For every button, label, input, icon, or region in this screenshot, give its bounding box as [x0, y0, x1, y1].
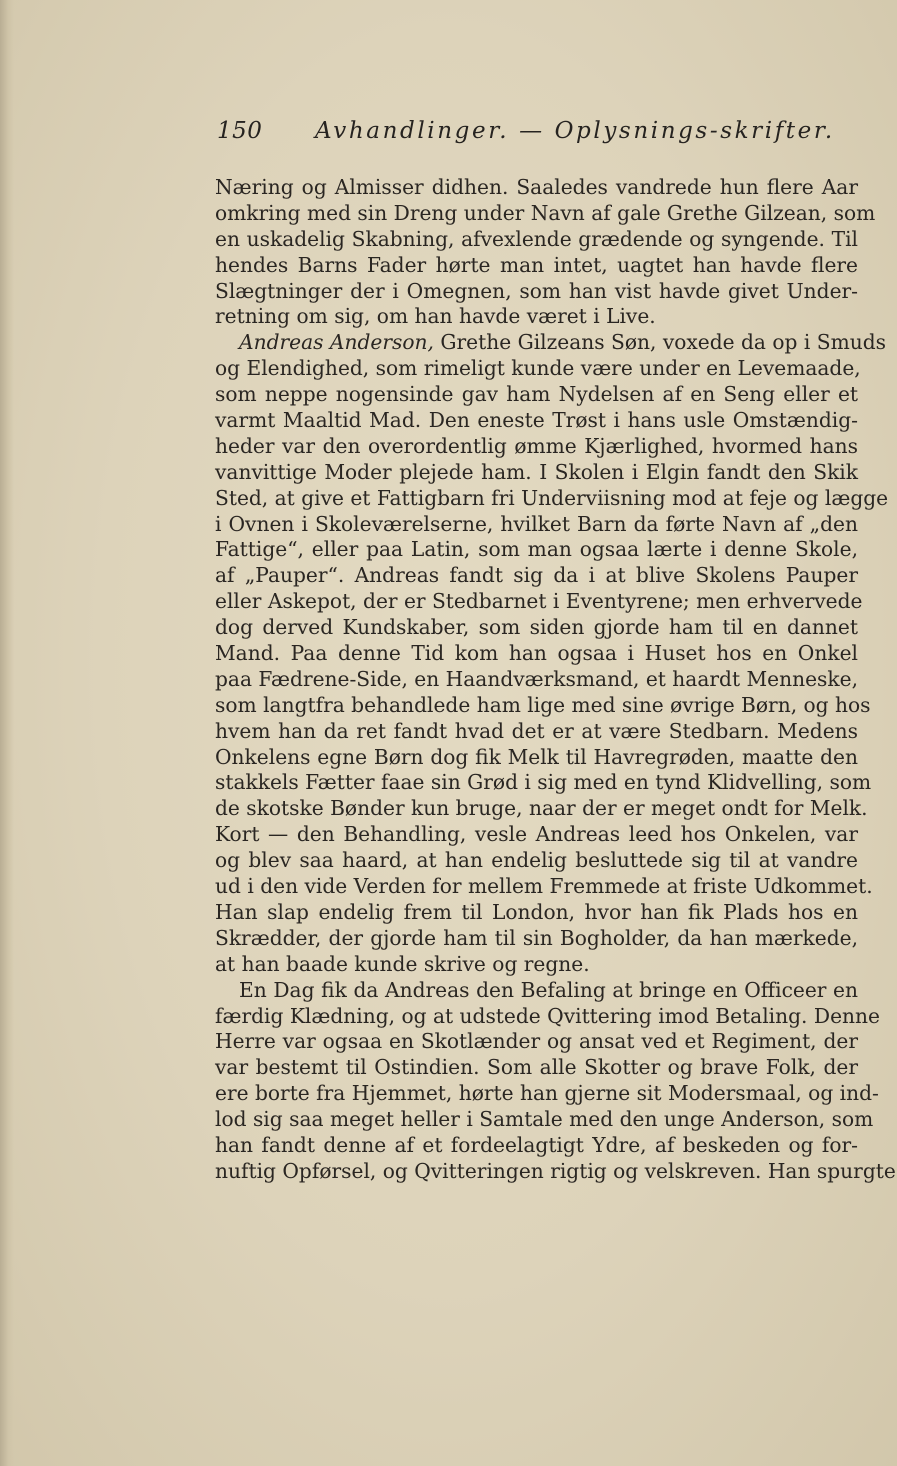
- text-line: Næring og Almisser didhen. Saaledes vandrede hun flere Aar: [215, 175, 858, 199]
- text-line: en uskadelig Skabning, afvexlende grædende og syngende. Til: [215, 226, 858, 251]
- text-line: at han baade kunde skrive og regne.: [215, 951, 590, 976]
- text-line: færdig Klædning, og at udstede Qvittering imod Betaling. Denne: [215, 1003, 880, 1028]
- text-line: som neppe nogensinde gav ham Nydelsen af en Seng eller et: [215, 382, 858, 407]
- text-line: paa Fædrene-Side, en Haandværksmand, et haardt Menneske,: [215, 666, 859, 691]
- text-line: Skrædder, der gjorde ham til sin Bogholder, da han mærkede,: [215, 925, 858, 950]
- text-line: af „Pauper“. Andreas fandt sig da i at blive Skolens Pauper: [215, 563, 858, 588]
- text-line: hvem han da ret fandt hvad det er at være Stedbarn. Medens: [215, 718, 858, 743]
- text-line: Onkelens egne Børn dog fik Melk til Havregrøden, maatte den: [215, 744, 858, 769]
- text-line: retning om sig, om han havde været i Live.: [215, 304, 656, 329]
- text-line: i Ovnen i Skoleværelserne, hvilket Barn da førte Navn af „den: [215, 511, 858, 536]
- text-line: Fattige“, eller paa Latin, som man ogsaa lærte i denne Skole,: [215, 537, 858, 562]
- text-line: og blev saa haard, at han endelig besluttede sig til at vandre: [215, 848, 858, 873]
- text-line: Kort — den Behandling, vesle Andreas leed hos Onkelen, var: [215, 822, 858, 847]
- text-line: Sted, at give et Fattigbarn fri Underviisning mod at feje og lægge: [215, 485, 889, 510]
- text-line: og Elendighed, som rimeligt kunde være under en Levemaade,: [215, 356, 861, 381]
- text-line: som langtfra behandlede ham lige med sine øvrige Børn, og hos: [215, 692, 871, 717]
- text-line: Andreas Anderson, Grethe Gilzeans Søn, voxede da op i Smuds: [239, 330, 887, 355]
- text-line: eller Askepot, der er Stedbarnet i Eventyrene; men erhvervede: [215, 589, 863, 614]
- text-line: vanvittige Moder plejede ham. I Skolen i Elgin fandt den Skik: [215, 459, 858, 484]
- name-italic: Andreas Anderson,: [239, 330, 434, 355]
- text-line: heder var den overordentlig ømme Kjærlighed, hvormed hans: [215, 433, 858, 458]
- text-line: hendes Barns Fader hørte man intet, uagtet han havde flere: [215, 252, 858, 277]
- text-line: stakkels Fætter faae sin Grød i sig med en tynd Klidvelling, som: [215, 770, 872, 795]
- text-line: var bestemt til Ostindien. Som alle Skotter og brave Folk, der: [215, 1055, 858, 1080]
- text-line: Mand. Paa denne Tid kom han ogsaa i Huset hos en Onkel: [215, 641, 858, 666]
- text-line: ere borte fra Hjemmet, hørte han gjerne sit Modersmaal, og ind-: [215, 1081, 879, 1106]
- text-line: En Dag fik da Andreas den Befaling at bringe en Officeer en: [239, 977, 858, 1002]
- text-line: han fandt denne af et fordeelagtigt Ydre, af beskeden og for-: [215, 1132, 858, 1157]
- text-line: ud i den vide Verden for mellem Fremmede at friste Udkommet.: [215, 874, 873, 899]
- text-line: Han slap endelig frem til London, hvor han fik Plads hos en: [215, 899, 858, 924]
- running-title: Avhandlinger. — Oplysnings-skrifter.: [315, 118, 835, 144]
- text-line: omkring med sin Dreng under Navn af gale Grethe Gilzean, som: [215, 200, 876, 225]
- text-line: Slægtninger der i Omegnen, som han vist havde givet Under-: [215, 278, 858, 303]
- text-line: varmt Maaltid Mad. Den eneste Trøst i hans usle Omstændig-: [215, 408, 858, 433]
- text-line: lod sig saa meget heller i Samtale med den unge Anderson, som: [215, 1107, 874, 1132]
- text-line: dog derved Kundskaber, som siden gjorde ham til en dannet: [215, 615, 858, 640]
- page-gutter-shadow: [0, 0, 14, 1466]
- text-line: de skotske Bønder kun bruge, naar der er meget ondt for Melk.: [215, 796, 868, 821]
- page-header: [217, 118, 857, 154]
- text-line: Herre var ogsaa en Skotlænder og ansat ved et Regiment, der: [215, 1029, 858, 1054]
- body-text: [215, 175, 896, 1185]
- page-number: 150: [217, 118, 263, 144]
- text-line: nuftig Opførsel, og Qvitteringen rigtig og velskreven. Han spurgte: [215, 1158, 896, 1183]
